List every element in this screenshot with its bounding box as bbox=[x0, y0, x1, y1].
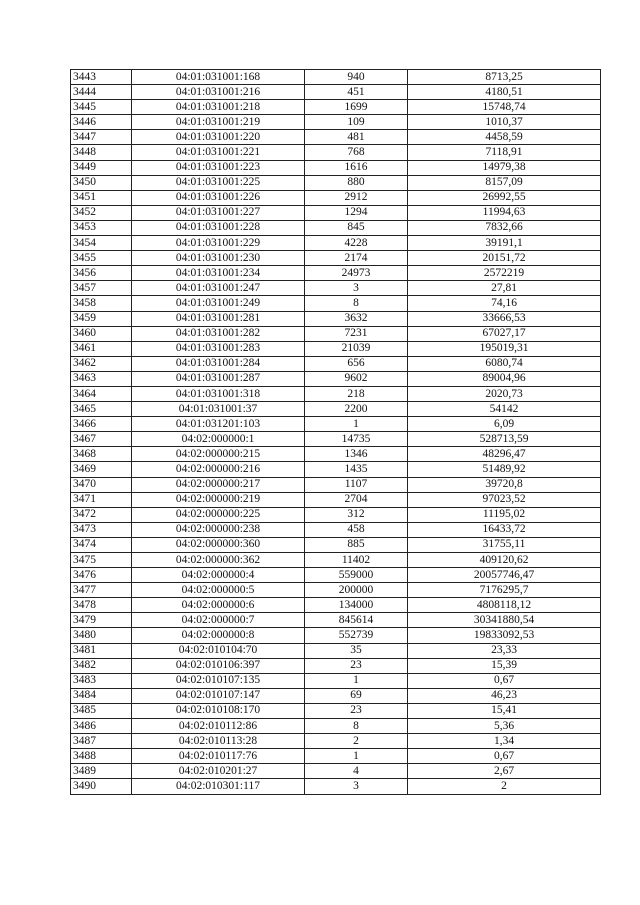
area-cell: 24973 bbox=[305, 266, 408, 281]
area-cell: 940 bbox=[305, 70, 408, 85]
area-cell: 8 bbox=[305, 719, 408, 734]
value-cell: 2572219 bbox=[408, 266, 601, 281]
cadastral-number-cell: 04:02:010301:117 bbox=[132, 779, 305, 794]
value-cell: 528713,59 bbox=[408, 432, 601, 447]
area-cell: 559000 bbox=[305, 568, 408, 583]
cadastral-number-cell: 04:02:010108:170 bbox=[132, 703, 305, 718]
row-number-cell: 3487 bbox=[71, 734, 132, 749]
value-cell: 15,39 bbox=[408, 658, 601, 673]
area-cell: 451 bbox=[305, 85, 408, 100]
value-cell: 5,36 bbox=[408, 719, 601, 734]
value-cell: 89004,96 bbox=[408, 371, 601, 386]
table-row bbox=[71, 130, 601, 145]
cadastral-number-cell: 04:02:000000:225 bbox=[132, 507, 305, 522]
value-cell: 23,33 bbox=[408, 643, 601, 658]
row-number-cell: 3458 bbox=[71, 296, 132, 311]
cadastral-number-cell: 04:02:000000:362 bbox=[132, 553, 305, 568]
value-cell: 27,81 bbox=[408, 281, 601, 296]
table-row bbox=[71, 190, 601, 205]
row-number-cell: 3455 bbox=[71, 251, 132, 266]
cadastral-number-cell: 04:01:031001:218 bbox=[132, 100, 305, 115]
row-number-cell: 3460 bbox=[71, 326, 132, 341]
area-cell: 23 bbox=[305, 658, 408, 673]
cadastral-number-cell: 04:01:031001:216 bbox=[132, 85, 305, 100]
value-cell: 14979,38 bbox=[408, 160, 601, 175]
value-cell: 0,67 bbox=[408, 749, 601, 764]
table-row bbox=[71, 628, 601, 643]
area-cell: 656 bbox=[305, 356, 408, 371]
value-cell: 4180,51 bbox=[408, 85, 601, 100]
area-cell: 4228 bbox=[305, 236, 408, 251]
cadastral-number-cell: 04:02:000000:216 bbox=[132, 462, 305, 477]
cadastral-number-cell: 04:02:010117:76 bbox=[132, 749, 305, 764]
table-row bbox=[71, 779, 601, 794]
table-row bbox=[71, 522, 601, 537]
area-cell: 218 bbox=[305, 386, 408, 401]
row-number-cell: 3448 bbox=[71, 145, 132, 160]
table-row bbox=[71, 643, 601, 658]
row-number-cell: 3467 bbox=[71, 432, 132, 447]
table-row bbox=[71, 296, 601, 311]
value-cell: 8157,09 bbox=[408, 175, 601, 190]
row-number-cell: 3449 bbox=[71, 160, 132, 175]
cadastral-number-cell: 04:02:000000:6 bbox=[132, 598, 305, 613]
area-cell: 2200 bbox=[305, 402, 408, 417]
table-row bbox=[71, 598, 601, 613]
cadastral-number-cell: 04:02:000000:5 bbox=[132, 583, 305, 598]
row-number-cell: 3463 bbox=[71, 371, 132, 386]
area-cell: 2912 bbox=[305, 190, 408, 205]
row-number-cell: 3457 bbox=[71, 281, 132, 296]
area-cell: 458 bbox=[305, 522, 408, 537]
value-cell: 67027,17 bbox=[408, 326, 601, 341]
row-number-cell: 3451 bbox=[71, 190, 132, 205]
area-cell: 9602 bbox=[305, 371, 408, 386]
cadastral-number-cell: 04:01:031001:284 bbox=[132, 356, 305, 371]
area-cell: 35 bbox=[305, 643, 408, 658]
cadastral-number-cell: 04:02:010106:397 bbox=[132, 658, 305, 673]
row-number-cell: 3446 bbox=[71, 115, 132, 130]
table-row bbox=[71, 583, 601, 598]
cadastral-number-cell: 04:01:031001:282 bbox=[132, 326, 305, 341]
cadastral-number-cell: 04:02:000000:4 bbox=[132, 568, 305, 583]
cadastral-number-cell: 04:01:031001:228 bbox=[132, 220, 305, 235]
row-number-cell: 3473 bbox=[71, 522, 132, 537]
row-number-cell: 3485 bbox=[71, 703, 132, 718]
row-number-cell: 3462 bbox=[71, 356, 132, 371]
cadastral-number-cell: 04:01:031001:283 bbox=[132, 341, 305, 356]
area-cell: 2 bbox=[305, 734, 408, 749]
row-number-cell: 3444 bbox=[71, 85, 132, 100]
cadastral-number-cell: 04:02:000000:1 bbox=[132, 432, 305, 447]
value-cell: 11994,63 bbox=[408, 205, 601, 220]
cadastral-number-cell: 04:01:031001:249 bbox=[132, 296, 305, 311]
value-cell: 54142 bbox=[408, 402, 601, 417]
cadastral-number-cell: 04:01:031001:37 bbox=[132, 402, 305, 417]
table-row bbox=[71, 553, 601, 568]
row-number-cell: 3488 bbox=[71, 749, 132, 764]
cadastral-number-cell: 04:01:031001:221 bbox=[132, 145, 305, 160]
value-cell: 30341880,54 bbox=[408, 613, 601, 628]
value-cell: 195019,31 bbox=[408, 341, 601, 356]
value-cell: 51489,92 bbox=[408, 462, 601, 477]
area-cell: 845 bbox=[305, 220, 408, 235]
area-cell: 1346 bbox=[305, 447, 408, 462]
row-number-cell: 3450 bbox=[71, 175, 132, 190]
row-number-cell: 3454 bbox=[71, 236, 132, 251]
table-row bbox=[71, 507, 601, 522]
area-cell: 1294 bbox=[305, 205, 408, 220]
table-row bbox=[71, 220, 601, 235]
table-row bbox=[71, 417, 601, 432]
area-cell: 11402 bbox=[305, 553, 408, 568]
row-number-cell: 3490 bbox=[71, 779, 132, 794]
value-cell: 409120,62 bbox=[408, 553, 601, 568]
row-number-cell: 3480 bbox=[71, 628, 132, 643]
area-cell: 1107 bbox=[305, 477, 408, 492]
row-number-cell: 3456 bbox=[71, 266, 132, 281]
area-cell: 23 bbox=[305, 703, 408, 718]
row-number-cell: 3466 bbox=[71, 417, 132, 432]
value-cell: 48296,47 bbox=[408, 447, 601, 462]
table-row bbox=[71, 462, 601, 477]
table-row bbox=[71, 205, 601, 220]
row-number-cell: 3443 bbox=[71, 70, 132, 85]
table-row bbox=[71, 100, 601, 115]
table-row bbox=[71, 402, 601, 417]
value-cell: 31755,11 bbox=[408, 537, 601, 552]
table-row bbox=[71, 703, 601, 718]
table-row bbox=[71, 492, 601, 507]
area-cell: 1 bbox=[305, 417, 408, 432]
table-body bbox=[71, 70, 601, 795]
row-number-cell: 3447 bbox=[71, 130, 132, 145]
value-cell: 7832,66 bbox=[408, 220, 601, 235]
value-cell: 15,41 bbox=[408, 703, 601, 718]
value-cell: 39720,8 bbox=[408, 477, 601, 492]
row-number-cell: 3476 bbox=[71, 568, 132, 583]
cadastral-number-cell: 04:02:010107:135 bbox=[132, 673, 305, 688]
value-cell: 20151,72 bbox=[408, 251, 601, 266]
row-number-cell: 3486 bbox=[71, 719, 132, 734]
value-cell: 26992,55 bbox=[408, 190, 601, 205]
area-cell: 21039 bbox=[305, 341, 408, 356]
value-cell: 4808118,12 bbox=[408, 598, 601, 613]
row-number-cell: 3459 bbox=[71, 311, 132, 326]
value-cell: 19833092,53 bbox=[408, 628, 601, 643]
area-cell: 3 bbox=[305, 281, 408, 296]
area-cell: 8 bbox=[305, 296, 408, 311]
value-cell: 97023,52 bbox=[408, 492, 601, 507]
value-cell: 39191,1 bbox=[408, 236, 601, 251]
cadastral-number-cell: 04:01:031001:234 bbox=[132, 266, 305, 281]
table-row bbox=[71, 70, 601, 85]
area-cell: 552739 bbox=[305, 628, 408, 643]
value-cell: 6,09 bbox=[408, 417, 601, 432]
table-row bbox=[71, 160, 601, 175]
value-cell: 6080,74 bbox=[408, 356, 601, 371]
table-row bbox=[71, 85, 601, 100]
row-number-cell: 3481 bbox=[71, 643, 132, 658]
table-row bbox=[71, 764, 601, 779]
table-row bbox=[71, 115, 601, 130]
table-row bbox=[71, 281, 601, 296]
area-cell: 7231 bbox=[305, 326, 408, 341]
row-number-cell: 3470 bbox=[71, 477, 132, 492]
row-number-cell: 3453 bbox=[71, 220, 132, 235]
row-number-cell: 3472 bbox=[71, 507, 132, 522]
row-number-cell: 3484 bbox=[71, 688, 132, 703]
table-row bbox=[71, 175, 601, 190]
row-number-cell: 3468 bbox=[71, 447, 132, 462]
value-cell: 1010,37 bbox=[408, 115, 601, 130]
table-row bbox=[71, 734, 601, 749]
row-number-cell: 3483 bbox=[71, 673, 132, 688]
data-table bbox=[70, 69, 601, 795]
value-cell: 15748,74 bbox=[408, 100, 601, 115]
area-cell: 3 bbox=[305, 779, 408, 794]
cadastral-number-cell: 04:02:000000:219 bbox=[132, 492, 305, 507]
area-cell: 1616 bbox=[305, 160, 408, 175]
cadastral-number-cell: 04:01:031001:281 bbox=[132, 311, 305, 326]
row-number-cell: 3475 bbox=[71, 553, 132, 568]
row-number-cell: 3461 bbox=[71, 341, 132, 356]
cadastral-number-cell: 04:02:010107:147 bbox=[132, 688, 305, 703]
table-row bbox=[71, 251, 601, 266]
cadastral-number-cell: 04:01:031001:227 bbox=[132, 205, 305, 220]
row-number-cell: 3471 bbox=[71, 492, 132, 507]
value-cell: 1,34 bbox=[408, 734, 601, 749]
value-cell: 20057746,47 bbox=[408, 568, 601, 583]
table-row bbox=[71, 719, 601, 734]
cadastral-number-cell: 04:02:010112:86 bbox=[132, 719, 305, 734]
cadastral-number-cell: 04:02:010104:70 bbox=[132, 643, 305, 658]
area-cell: 845614 bbox=[305, 613, 408, 628]
row-number-cell: 3477 bbox=[71, 583, 132, 598]
table-row bbox=[71, 371, 601, 386]
area-cell: 1 bbox=[305, 673, 408, 688]
cadastral-number-cell: 04:02:000000:360 bbox=[132, 537, 305, 552]
area-cell: 4 bbox=[305, 764, 408, 779]
table-row bbox=[71, 356, 601, 371]
area-cell: 200000 bbox=[305, 583, 408, 598]
area-cell: 481 bbox=[305, 130, 408, 145]
cadastral-number-cell: 04:02:000000:238 bbox=[132, 522, 305, 537]
area-cell: 885 bbox=[305, 537, 408, 552]
value-cell: 2 bbox=[408, 779, 601, 794]
table-row bbox=[71, 326, 601, 341]
row-number-cell: 3478 bbox=[71, 598, 132, 613]
area-cell: 768 bbox=[305, 145, 408, 160]
cadastral-number-cell: 04:01:031001:168 bbox=[132, 70, 305, 85]
row-number-cell: 3482 bbox=[71, 658, 132, 673]
table-row bbox=[71, 145, 601, 160]
table-row bbox=[71, 236, 601, 251]
table-row bbox=[71, 386, 601, 401]
value-cell: 46,23 bbox=[408, 688, 601, 703]
cadastral-number-cell: 04:02:010113:28 bbox=[132, 734, 305, 749]
value-cell: 33666,53 bbox=[408, 311, 601, 326]
value-cell: 74,16 bbox=[408, 296, 601, 311]
table-row bbox=[71, 688, 601, 703]
value-cell: 16433,72 bbox=[408, 522, 601, 537]
row-number-cell: 3489 bbox=[71, 764, 132, 779]
cadastral-number-cell: 04:01:031001:223 bbox=[132, 160, 305, 175]
cadastral-number-cell: 04:01:031001:247 bbox=[132, 281, 305, 296]
table-row bbox=[71, 341, 601, 356]
cadastral-number-cell: 04:02:000000:7 bbox=[132, 613, 305, 628]
value-cell: 4458,59 bbox=[408, 130, 601, 145]
table-row bbox=[71, 658, 601, 673]
row-number-cell: 3469 bbox=[71, 462, 132, 477]
row-number-cell: 3465 bbox=[71, 402, 132, 417]
row-number-cell: 3464 bbox=[71, 386, 132, 401]
cadastral-number-cell: 04:01:031001:287 bbox=[132, 371, 305, 386]
cadastral-number-cell: 04:01:031001:318 bbox=[132, 386, 305, 401]
value-cell: 7176295,7 bbox=[408, 583, 601, 598]
cadastral-number-cell: 04:01:031001:229 bbox=[132, 236, 305, 251]
cadastral-number-cell: 04:01:031001:220 bbox=[132, 130, 305, 145]
cadastral-number-cell: 04:01:031201:103 bbox=[132, 417, 305, 432]
cadastral-number-cell: 04:02:000000:217 bbox=[132, 477, 305, 492]
row-number-cell: 3479 bbox=[71, 613, 132, 628]
cadastral-number-cell: 04:01:031001:226 bbox=[132, 190, 305, 205]
table-row bbox=[71, 432, 601, 447]
value-cell: 7118,91 bbox=[408, 145, 601, 160]
table-row bbox=[71, 537, 601, 552]
table-row bbox=[71, 568, 601, 583]
cadastral-number-cell: 04:01:031001:219 bbox=[132, 115, 305, 130]
table-row bbox=[71, 749, 601, 764]
area-cell: 2174 bbox=[305, 251, 408, 266]
area-cell: 134000 bbox=[305, 598, 408, 613]
area-cell: 3632 bbox=[305, 311, 408, 326]
cadastral-number-cell: 04:02:010201:27 bbox=[132, 764, 305, 779]
area-cell: 2704 bbox=[305, 492, 408, 507]
value-cell: 11195,02 bbox=[408, 507, 601, 522]
table-row bbox=[71, 613, 601, 628]
cadastral-number-cell: 04:01:031001:230 bbox=[132, 251, 305, 266]
area-cell: 69 bbox=[305, 688, 408, 703]
value-cell: 0,67 bbox=[408, 673, 601, 688]
area-cell: 14735 bbox=[305, 432, 408, 447]
table-row bbox=[71, 673, 601, 688]
value-cell: 8713,25 bbox=[408, 70, 601, 85]
table-row bbox=[71, 266, 601, 281]
area-cell: 1699 bbox=[305, 100, 408, 115]
cadastral-number-cell: 04:02:000000:215 bbox=[132, 447, 305, 462]
area-cell: 1 bbox=[305, 749, 408, 764]
row-number-cell: 3445 bbox=[71, 100, 132, 115]
area-cell: 109 bbox=[305, 115, 408, 130]
row-number-cell: 3474 bbox=[71, 537, 132, 552]
table-row bbox=[71, 447, 601, 462]
cadastral-number-cell: 04:02:000000:8 bbox=[132, 628, 305, 643]
row-number-cell: 3452 bbox=[71, 205, 132, 220]
cadastral-number-cell: 04:01:031001:225 bbox=[132, 175, 305, 190]
area-cell: 1435 bbox=[305, 462, 408, 477]
value-cell: 2020,73 bbox=[408, 386, 601, 401]
area-cell: 312 bbox=[305, 507, 408, 522]
value-cell: 2,67 bbox=[408, 764, 601, 779]
area-cell: 880 bbox=[305, 175, 408, 190]
table-row bbox=[71, 311, 601, 326]
table-row bbox=[71, 477, 601, 492]
